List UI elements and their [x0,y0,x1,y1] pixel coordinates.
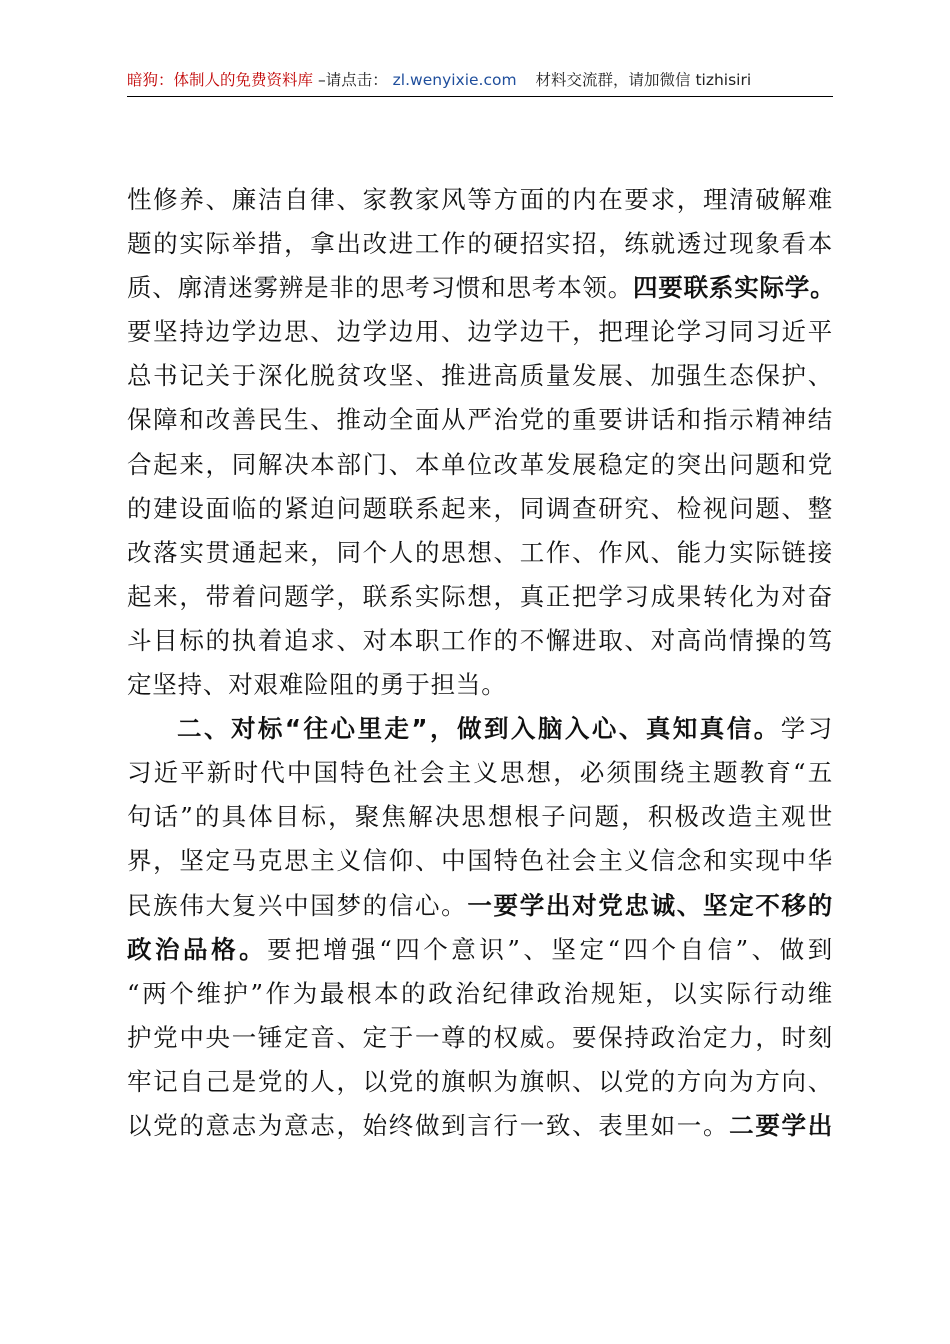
text-line: 的建设面临的紧迫问题联系起来，同调查研究、检视问题、整 [127,493,833,523]
text-line: 改落实贯通起来，同个人的思想、工作、作风、能力实际链接 [127,537,833,567]
paragraph-2 [127,707,833,1148]
text-line: 句话”的具体目标，聚焦解决思想根子问题，积极改造主观世 [127,802,833,832]
paragraph-1 [127,178,836,707]
contact-info: 材料交流群，请加微信 tizhisiri [535,71,752,89]
text-line: 民族伟大复兴中国梦的信心。一要学出对党忠诚、坚定不移的 [127,890,833,920]
text-line: 政治品格。要把增强“四个意识”、坚定“四个自信”、做到 [127,934,834,964]
text-line: 以党的意志为意志，始终做到言行一致、表里如一。二要学出 [127,1110,833,1140]
text-line: 定坚持、对艰难险阻的勇于担当。 [127,670,507,700]
header-divider [127,96,833,97]
text-line: 护党中央一锤定音、定于一尊的权威。要保持政治定力，时刻 [127,1022,833,1052]
bold-point: 一要学出对党忠诚、坚定不移的 [467,890,833,920]
site-link[interactable]: zl.wenyixie.com [392,71,517,89]
bold-point: 政治品格。 [127,934,268,964]
click-prompt: –请点击： [317,71,388,89]
section-heading: 二、对标“往心里走”，做到入脑入心、真知真信。 [177,714,781,744]
text-line: “两个维护”作为最根本的政治纪律政治规矩，以实际行动维 [127,978,833,1008]
text-line: 总书记关于深化脱贫攻坚、推进高质量发展、加强生态保护、 [127,361,833,391]
text-line: 起来，带着问题学，联系实际想，真正把学习成果转化为对奋 [127,581,833,611]
text-line: 牢记自己是党的人，以党的旗帜为旗帜、以党的方向为方向、 [127,1066,833,1096]
bold-point: 四要联系实际学。 [633,273,836,303]
text-line: 界，坚定马克思主义信仰、中国特色社会主义信念和实现中华 [127,846,833,876]
document-body [127,178,836,1148]
text-line: 质、廓清迷雾辨是非的思考习惯和思考本领。四要联系实际学。 [127,273,836,303]
text-line: 性修养、廉洁自律、家教家风等方面的内在要求，理清破解难 [127,185,833,214]
text-line: 保障和改善民生、推动全面从严治党的重要讲话和指示精神结 [127,405,833,435]
text-line: 题的实际举措，拿出改进工作的硬招实招，练就透过现象看本 [127,229,833,259]
text-line: 合起来，同解决本部门、本单位改革发展稳定的突出问题和党 [127,449,833,479]
text-line: 习近平新时代中国特色社会主义思想，必须围绕主题教育“五 [127,758,833,788]
text-line: 斗目标的执着追求、对本职工作的不懈进取、对高尚情操的笃 [127,625,833,655]
text-line: 要坚持边学边思、边学边用、边学边干，把理论学习同习近平 [127,317,833,347]
text-line: 二、对标“往心里走”，做到入脑入心、真知真信。学习 [177,714,833,744]
site-name: 暗狗：体制人的免费资料库 [127,71,314,89]
bold-point: 二要学出 [729,1110,833,1140]
header-banner [127,64,833,96]
